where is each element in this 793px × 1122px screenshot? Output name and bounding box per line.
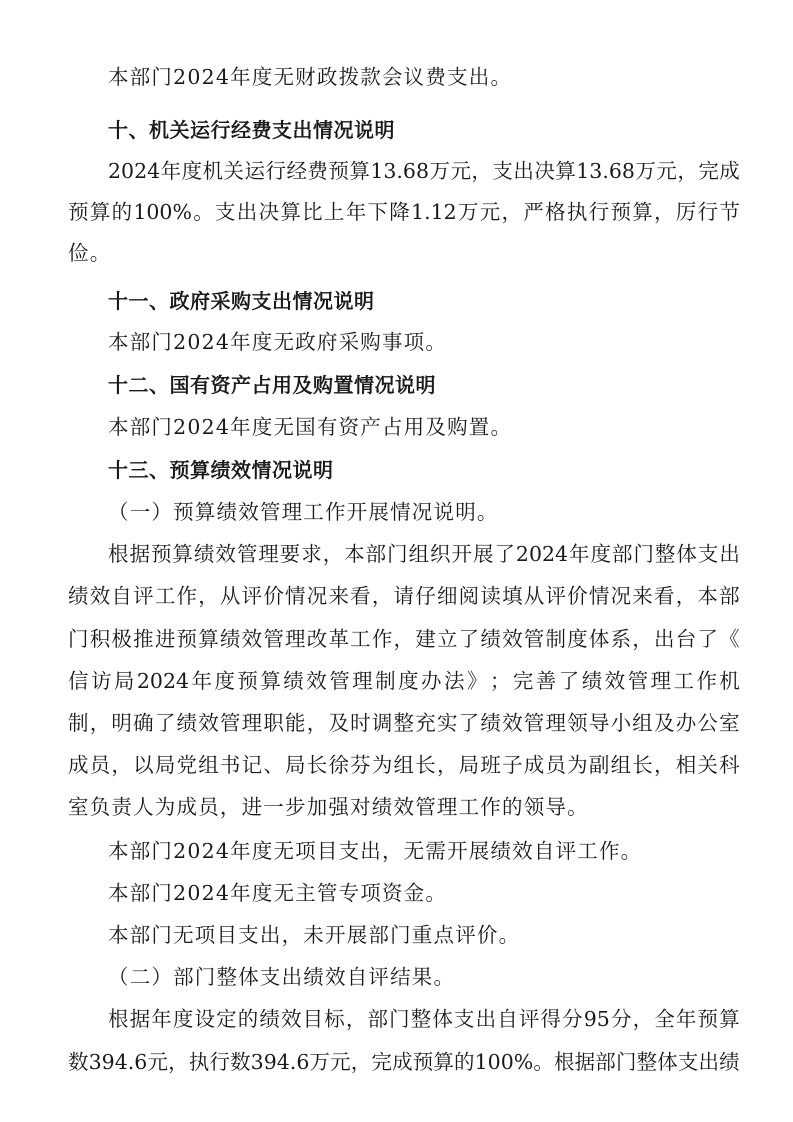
paragraph-running-expense-line-2: 预 算 的 100% 。 支 出 决 算 比 上 年 下 降 1.12 万 元 ， 严 格 执 行 预 算 ， 厉 行 节 xyxy=(68,200,740,224)
paragraph-no-key-evaluation: 本部门无项目支出，未开展部门重点评价。 xyxy=(108,923,521,947)
paragraph-performance-line-7: 室负责人为成员，进一步加强对绩效管理工作的领导。 xyxy=(68,795,589,819)
paragraph-no-project-expense: 本部门2024年度无项目支出，无需开展绩效自评工作。 xyxy=(108,839,643,863)
subheading-performance-management: （一）预算绩效管理工作开展情况说明。 xyxy=(108,500,499,524)
paragraph-procurement: 本部门2024年度无政府采购事项。 xyxy=(108,330,448,354)
paragraph-performance-line-1: 根 据 预 算 绩 效 管 理 要 求 ， 本 部 门 组 织 开 展 了 2024 年 度 部 门 整 体 支 出 xyxy=(108,542,740,566)
paragraph-result-line-2: 数 394.6 元 ， 执 行 数 394.6 万 元 ， 完 成 预 算 的 100% 。 根 据 部 门 整 体 支 出 绩 xyxy=(68,1050,740,1074)
heading-running-expense: 十、机关运行经费支出情况说明 xyxy=(108,118,395,142)
paragraph-performance-line-6: 成 员 ， 以 局 党 组 书 记 、 局 长 徐 芬 为 组 长 ， 局 班 子 成 员 为 副 组 长 ， 相 关 科 xyxy=(68,753,740,777)
paragraph-result-line-1: 根 据 年 度 设 定 的 绩 效 目 标 ， 部 门 整 体 支 出 自 评 得 分 95 分 ， 全 年 预 算 xyxy=(108,1007,740,1031)
paragraph-running-expense-line-1: 2024 年 度 机 关 运 行 经 费 预 算 13.68 万 元 ， 支 出 决 算 13.68 万 元 ， 完 成 xyxy=(108,159,740,183)
paragraph-running-expense-line-3: 俭。 xyxy=(68,241,112,265)
paragraph-performance-line-2: 绩 效 自 评 工 作 ， 从 评 价 情 况 来 看 ， 请 仔 细 阅 读 填 从 评 价 情 况 来 看 ， 本 部 xyxy=(68,584,740,608)
paragraph-performance-line-4: 信 访 局 2024 年 度 预 算 绩 效 管 理 制 度 办 法 》 ； 完 善 了 绩 效 管 理 工 作 机 xyxy=(68,669,740,693)
paragraph-no-special-fund: 本部门2024年度无主管专项资金。 xyxy=(108,881,448,905)
paragraph-performance-line-3: 门 积 极 推 进 预 算 绩 效 管 理 改 革 工 作 ， 建 立 了 绩 效 管 制 度 体 系 ， 出 台 了 《 xyxy=(68,627,740,651)
paragraph-state-assets: 本部门2024年度无国有资产占用及购置。 xyxy=(108,415,513,439)
subheading-self-evaluation-result: （二）部门整体支出绩效自评结果。 xyxy=(108,965,456,989)
heading-procurement: 十一、政府采购支出情况说明 xyxy=(108,289,375,313)
heading-budget-performance: 十三、预算绩效情况说明 xyxy=(108,458,334,482)
paragraph-performance-line-5: 制 ， 明 确 了 绩 效 管 理 职 能 ， 及 时 调 整 充 实 了 绩 效 管 理 领 导 小 组 及 办 公 室 xyxy=(68,711,740,735)
heading-state-assets: 十二、国有资产占用及购置情况说明 xyxy=(108,373,436,397)
paragraph-meeting-expense: 本部门2024年度无财政拨款会议费支出。 xyxy=(108,65,513,89)
